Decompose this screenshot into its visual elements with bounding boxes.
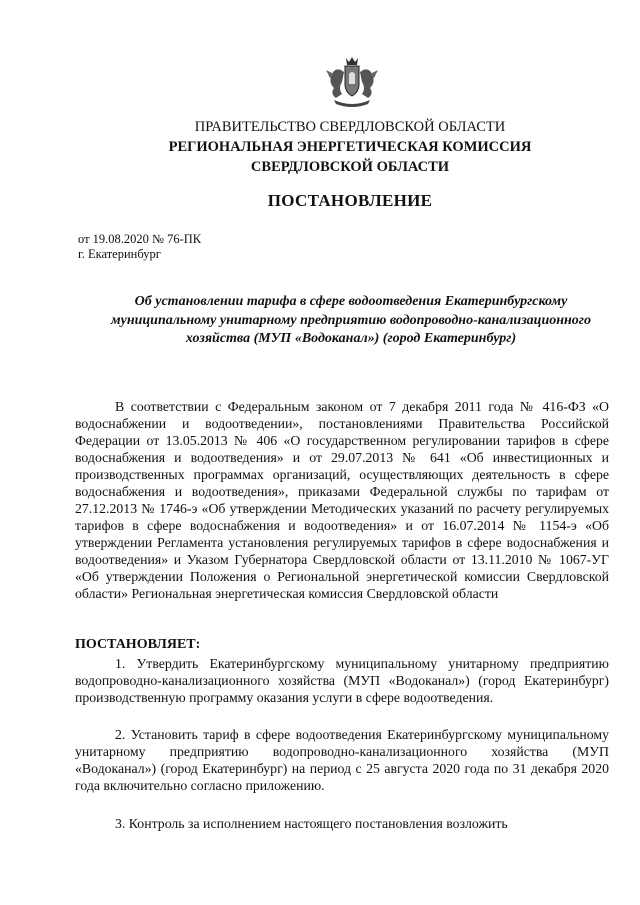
document-type: ПОСТАНОВЛЕНИЕ	[267, 191, 433, 210]
org-name-line2: РЕГИОНАЛЬНАЯ ЭНЕРГЕТИЧЕСКАЯ КОМИССИЯ	[168, 139, 532, 155]
resolution-item-1: 1. Утвердить Екатеринбургскому муниципальному унитарному предприятию водопроводно-канализационного хозяйства (МУП «Водоканал») (город Екатеринбург) производственную программу оказания услуги в сфере водоотведения.	[75, 656, 609, 705]
document-title: Об установлении тарифа в сфере водоотведения Екатеринбургскому муниципальному унитарному предприятию водопроводно-канализационного хозяйства (МУП «Водоканал») (город Екатеринбург)	[111, 294, 591, 346]
resolution-item-3: 3. Контроль за исполнением настоящего постановления возложить	[115, 816, 508, 831]
document-city: г. Екатеринбург	[78, 247, 161, 261]
resolves-heading: ПОСТАНОВЛЯЕТ:	[75, 637, 201, 652]
org-name-line3: СВЕРДЛОВСКОЙ ОБЛАСТИ	[250, 159, 450, 175]
document-date-number: от 19.08.2020 № 76-ПК	[78, 232, 202, 246]
resolution-item-2: 2. Установить тариф в сфере водоотведения Екатеринбургскому муниципальному унитарному предприятию водопроводно-канализационного хозяйства (МУП «Водоканал») (город Екатеринбург) на период с 25 августа 2020 года по 31 декабря 2020 года включительно согласно приложению.	[75, 727, 609, 793]
preamble-paragraph: В соответствии с Федеральным законом от 7 декабря 2011 года № 416-ФЗ «О водоснабжении и водоотведении», постановлениями Правительства Российской Федерации от 13.05.2013 № 406 «О государственном регулировании тарифов в сфере водоснабжения и водоотведения» и от 29.07.2013 № 641 «Об инвестиционных и производственных программах организаций, осуществляющих деятельность в сфере водоснабжения и водоотведения», приказами Федеральной службы по тарифам от 27.12.2013 № 1746-э «Об утверждении Методических указаний по расчету регулируемых тарифов в сфере водоснабжения и водоотведения» и от 16.07.2014 № 1154-э «Об утверждении Регламента установления регулируемых тарифов в сфере водоснабжения и водоотведения» и Указом Губернатора Свердловской области от 13.11.2010 № 1067-УГ «Об утверждении Положения о Региональной энергетической комиссии Свердловской области» Региональная энергетическая комиссия Свердловской области	[75, 399, 609, 601]
org-name-line1: ПРАВИТЕЛЬСТВО СВЕРДЛОВСКОЙ ОБЛАСТИ	[194, 119, 506, 135]
coat-of-arms-icon	[316, 54, 388, 108]
